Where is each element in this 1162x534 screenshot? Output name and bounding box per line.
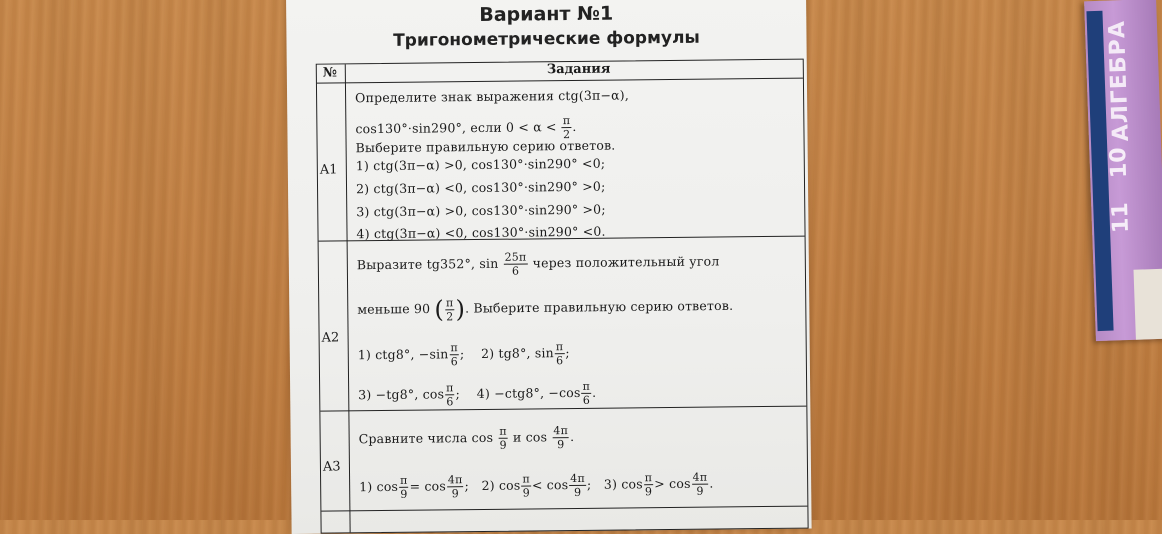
header-divider <box>317 78 803 84</box>
a3-line-1: Сравните числа cos $\frac{\pi}{9}$ и cos $\frac{4\pi}{9}$ . <box>358 424 575 452</box>
a2-answers-row-2: 3) −tg8°, cos $\frac{\pi}{6}$ ; 4) −ctg8°, −cos $\frac{\pi}{6}$ . <box>358 379 597 409</box>
frac-num: π <box>562 114 571 128</box>
frac-num: π <box>644 471 653 485</box>
frac-den: 6 <box>582 393 591 407</box>
frac-num: 4π <box>692 470 708 484</box>
frac-den: 2 <box>562 128 571 142</box>
a2-line-2b: . Выберите правильную серию ответов. <box>464 297 734 316</box>
fraction-25pi-over-6 <box>503 250 527 277</box>
fraction-pi-over-9 <box>498 425 508 452</box>
a2-option-3: 3) −tg8°, cos <box>358 386 445 403</box>
frac-den: 9 <box>557 438 565 452</box>
frac-num: 4π <box>553 424 569 438</box>
sheet-subtitle: Тригонометрические формулы <box>393 27 700 51</box>
task-label-a2: A2 <box>321 330 340 346</box>
fraction-pi-over-9 <box>644 471 654 498</box>
a2-option-4: 4) −ctg8°, −cos <box>476 384 581 402</box>
frac-num: π <box>446 381 454 395</box>
book-number-11: 11 <box>1107 201 1135 234</box>
frac-den: 2 <box>446 309 454 323</box>
frac-den: 9 <box>522 486 530 500</box>
fraction-4pi-over-9 <box>692 471 709 498</box>
a2-option-2: 2) tg8°, sin <box>480 345 554 361</box>
fraction-pi-over-9 <box>521 472 531 499</box>
fraction-pi-over-6 <box>555 340 565 367</box>
book-pages <box>1133 269 1162 340</box>
book-number-10: 10 <box>1106 146 1133 179</box>
textbook <box>1084 0 1162 341</box>
frac-num: π <box>582 379 591 393</box>
frac-den: 9 <box>644 485 653 499</box>
a3-option-3: 3) cos <box>603 476 643 492</box>
a3-option-2: 2) cos <box>481 477 521 493</box>
a2-answers-row-1: 1) ctg8°, −sin $\frac{\pi}{6}$ ; 2) tg8°, sin $\frac{\pi}{6}$ ; <box>357 340 570 369</box>
a2-line-2a: меньше 90 <box>357 301 431 317</box>
greater-than: > cos <box>654 475 691 492</box>
frac-num: π <box>445 295 454 309</box>
frac-num: 4π <box>570 471 585 486</box>
row-divider-a3 <box>321 506 807 512</box>
a1-line-2-text: cos130°·sin290°, если 0 < α < <box>355 119 557 137</box>
frac-den: 6 <box>446 395 454 409</box>
book-spine-text: АЛГЕБРА <box>1104 19 1134 142</box>
a2-line-1a: Выразите tg352°, sin <box>356 255 499 273</box>
a3-line-1a: Сравните числа cos <box>358 429 494 447</box>
fraction-4pi-over-9 <box>569 472 586 499</box>
fraction-pi-over-9 <box>399 474 409 501</box>
frac-den: 9 <box>499 438 507 452</box>
sheet-title: Вариант №1 <box>479 2 614 26</box>
frac-den: 6 <box>450 355 458 369</box>
a3-answers: 1) cos $\frac{\pi}{9}$ = cos $\frac{4\pi}{9}$ ; 2) cos $\frac{\pi}{9}$ < cos $\frac{4\pi}{9}$ ; 3) cos $\frac{\pi}{9}$ > cos $\frac{4\pi}{9}$ . <box>359 470 714 501</box>
frac-den: 6 <box>511 264 520 278</box>
equals: = cos <box>409 478 447 494</box>
frac-num: π <box>499 424 507 438</box>
less-than: < cos <box>531 477 569 493</box>
header-tasks: Задания <box>546 61 611 78</box>
task-table <box>316 59 809 534</box>
header-number: № <box>322 65 338 81</box>
fraction-pi-over-6 <box>449 341 459 368</box>
fraction-pi-over-6 <box>581 380 591 407</box>
frac-num: 4π <box>447 473 463 487</box>
frac-num: π <box>555 340 564 354</box>
a3-line-1b: и cos <box>512 429 548 445</box>
a2-line-1 <box>357 248 720 279</box>
a1-option-4: 4) ctg(3π−α) <0, cos130°·sin290° <0. <box>356 223 606 242</box>
frac-num: 25π <box>504 250 527 264</box>
a2-line-2: меньше 90 ( $\frac{\pi}{2}$ ). Выберите правильную серию ответов. <box>357 295 734 324</box>
frac-den: 9 <box>451 487 460 501</box>
a1-line-1: Определите знак выражения ctg(3π−α), <box>355 87 630 106</box>
column-divider <box>345 64 351 532</box>
frac-den: 6 <box>556 354 564 368</box>
frac-num: π <box>399 473 408 487</box>
fraction-4pi-over-9 <box>552 424 569 451</box>
frac-num: π <box>522 472 530 486</box>
a1-option-1: 1) ctg(3π−α) >0, cos130°·sin290° <0; <box>355 155 606 174</box>
frac-den: 9 <box>400 487 408 501</box>
a1-option-3: 3) ctg(3π−α) >0, cos130°·sin290° >0; <box>356 201 606 220</box>
task-label-a3: A3 <box>322 459 341 475</box>
a1-line-2: cos130°·sin290°, если 0 < α < $\frac{\pi}{2}$ . <box>355 114 577 142</box>
a3-option-1: 1) cos <box>359 478 399 495</box>
a2-option-1: 1) ctg8°, −sin <box>357 346 449 363</box>
frac-den: 9 <box>696 484 704 498</box>
fraction-pi-over-2 <box>445 296 455 323</box>
worksheet <box>286 0 812 534</box>
a1-instruction: Выберите правильную серию ответов. <box>355 137 616 156</box>
frac-den: 9 <box>574 485 582 500</box>
fraction-pi-over-6 <box>445 381 455 408</box>
a1-option-2: 2) ctg(3π−α) <0, cos130°·sin290° >0; <box>355 178 606 197</box>
frac-num: π <box>450 341 458 355</box>
task-label-a1: A1 <box>319 162 338 178</box>
a2-line-1b: через положительный угол <box>532 253 720 271</box>
fraction-4pi-over-9 <box>447 473 464 500</box>
